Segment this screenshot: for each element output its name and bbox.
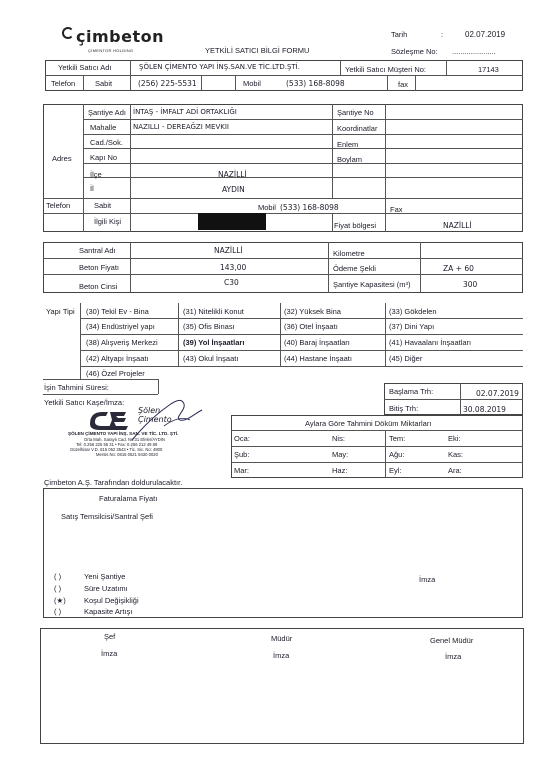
- logo-mark-icon: [62, 27, 74, 39]
- company-logo: [62, 26, 182, 54]
- contact-person-redacted: [198, 213, 266, 230]
- form-title: YETKİLİ SATICI BİLGİ FORMU: [205, 46, 310, 55]
- concrete-price-label: Beton Fiyatı: [79, 263, 120, 272]
- mahalle-value: NAZILLI - DEREAĞZI MEVKII: [133, 123, 229, 131]
- date-label: Tarih: [391, 30, 408, 39]
- month-label: Tem:: [389, 434, 406, 443]
- site-landline-label: Sabit: [94, 201, 112, 210]
- stamp-brand-line1: Şölen: [138, 406, 161, 415]
- start-date-value: 02.07.2019: [476, 389, 519, 398]
- end-date-value: 30.08.2019: [463, 405, 506, 414]
- general-manager-signature: İmza: [445, 652, 462, 661]
- concrete-price-value: 143,00: [220, 263, 247, 272]
- latitude-label: Enlem: [337, 140, 359, 149]
- duration-label: İşin Tahmini Süresi:: [44, 383, 109, 392]
- month-label: Eki:: [448, 434, 461, 443]
- site-name-label: Şantiye Adı: [88, 108, 126, 117]
- month-label: May:: [332, 450, 349, 459]
- site-phone-label: Telefon: [46, 201, 71, 210]
- build-type-item: (36) Otel İnşaatı: [284, 322, 338, 331]
- concrete-type-value: C30: [224, 278, 239, 287]
- month-label: Şub:: [234, 450, 250, 459]
- coordinates-label: Koordinatlar: [337, 124, 378, 133]
- signature-scribble: [124, 396, 214, 444]
- build-type-item: (40) Baraj İnşaatları: [284, 338, 350, 347]
- contract-no-value: .....................: [452, 47, 496, 56]
- chief-label: Şef: [104, 632, 116, 641]
- payment-method-value: ZA + 60: [443, 264, 474, 273]
- month-label: Ağu:: [389, 450, 405, 459]
- address-label: Adres: [52, 154, 72, 163]
- dealer-name-label: Yetkili Satıcı Adı: [58, 63, 112, 72]
- monthly-quantities-title: Aylara Göre Tahmini Döküm Miktarları: [305, 419, 432, 428]
- company-stamp: [64, 400, 214, 464]
- month-label: Mar:: [234, 466, 249, 475]
- start-date-label: Başlama Trh:: [389, 387, 434, 396]
- date-colon: :: [441, 30, 444, 39]
- build-type-item: (35) Ofis Binası: [183, 322, 235, 331]
- internal-signature-label: İmza: [419, 575, 436, 584]
- stamp-address-3: Güzelhisar V.D. 815 052 3543 • Tic. Sic. No: 4800: [70, 447, 163, 452]
- dealer-name-value: ŞÖLEN ÇİMENTO YAPI İNŞ.SAN.VE TİC.LTD.ŞTİ.: [139, 63, 300, 71]
- check-mark[interactable]: ( ): [54, 572, 62, 581]
- province-label: İl: [90, 184, 94, 193]
- site-no-label: Şantiye No: [337, 108, 374, 117]
- kilometre-label: Kilometre: [333, 249, 365, 258]
- dealer-fax-label: fax: [398, 80, 409, 89]
- build-type-item: (34) Endüstriyel yapı: [86, 322, 155, 331]
- logo-text: çimbeton: [76, 27, 164, 46]
- date-value: 02.07.2019: [465, 30, 506, 39]
- logo-subtitle: ÇİMENTOR HOLDING: [88, 48, 134, 53]
- build-type-item: (37) Dini Yapı: [389, 322, 435, 331]
- site-capacity-label: Şantiye Kapasitesi (m³): [333, 280, 411, 289]
- district-label: İlçe: [90, 170, 102, 179]
- build-type-item: (44) Hastane İnşaatı: [284, 354, 352, 363]
- site-fax-label: Fax: [390, 205, 403, 214]
- manager-signature: İmza: [273, 651, 290, 660]
- build-type-item: (38) Alışveriş Merkezi: [86, 338, 158, 347]
- manager-label: Müdür: [271, 634, 293, 643]
- build-type-item: (42) Altyapı İnşaatı: [86, 354, 149, 363]
- longitude-label: Boylam: [337, 155, 363, 164]
- month-label: Kas:: [448, 450, 464, 459]
- check-mark[interactable]: (★): [54, 596, 66, 605]
- dealer-mobile-value: (533) 168-8098: [286, 79, 345, 88]
- province-value: AYDIN: [222, 185, 245, 194]
- payment-method-label: Ödeme Şekli: [333, 264, 376, 273]
- site-mobile-label: Mobil: [258, 203, 276, 212]
- plant-name-value: NAZİLLİ: [214, 246, 243, 255]
- month-label: Oca:: [234, 434, 250, 443]
- internal-note: Çimbeton A.Ş. Tarafından doldurulacaktır.: [44, 478, 183, 487]
- month-label: Nis:: [332, 434, 345, 443]
- build-type-label: Yapı Tipi: [46, 307, 75, 316]
- build-type-item: (31) Nitelikli Konut: [183, 307, 244, 316]
- stamp-address-4: Mersis No: 0815 0521 9430 0020: [96, 452, 158, 457]
- door-no-label: Kapı No: [90, 153, 118, 162]
- end-date-label: Bitiş Trh:: [389, 404, 419, 413]
- check-label: Kapasite Artışı: [84, 607, 133, 616]
- build-type-item: (41) Havaalanı İnşaatları: [389, 338, 472, 347]
- dealer-landline-value: (256) 225-5531: [138, 79, 197, 88]
- invoice-price-label: Faturalama Fiyatı: [99, 494, 158, 503]
- street-label: Cad./Sok.: [90, 138, 123, 147]
- approvals-box: [40, 628, 524, 744]
- site-mobile-value: (533) 168-8098: [280, 203, 339, 212]
- dealer-mobile-label: Mobil: [243, 79, 261, 88]
- month-label: Eyl:: [389, 466, 402, 475]
- mahalle-label: Mahalle: [90, 123, 117, 132]
- month-label: Ara:: [448, 466, 462, 475]
- stamp-address-2: Tel: 0.256 225 55 31 • Fax: 0.256 212 49 89: [76, 442, 158, 447]
- dealer-customer-no-label: Yetkili Satıcı Müşteri No:: [345, 65, 427, 74]
- stamp-signature-label: Yetkili Satıcı Kaşe/İmza:: [44, 398, 125, 407]
- check-mark[interactable]: ( ): [54, 584, 62, 593]
- dealer-customer-no-value: 17143: [478, 65, 499, 74]
- contract-no-label: Sözleşme No:: [391, 47, 438, 56]
- build-type-item: (45) Diğer: [389, 354, 423, 363]
- site-name-value: İNTAŞ - İMFALT ADİ ORTAKLIĞI: [133, 108, 237, 116]
- check-mark[interactable]: ( ): [54, 607, 62, 616]
- build-type-item: (46) Özel Projeler: [86, 369, 145, 378]
- concrete-type-label: Beton Cinsi: [79, 282, 118, 291]
- stamp-company: ŞÖLEN ÇİMENTO YAPI İNŞ. SAN. VE TİC. LTD. ŞTİ.: [68, 431, 179, 436]
- district-value: NAZİLLİ: [218, 170, 247, 179]
- build-type-item: (32) Yüksek Bina: [284, 307, 341, 316]
- stamp-brand-line2: Çimento: [138, 415, 172, 424]
- build-type-item: (33) Gökdelen: [389, 307, 437, 316]
- month-label: Haz:: [332, 466, 348, 475]
- price-region-label: Fiyat bölgesi: [334, 221, 377, 230]
- build-type-item: (30) Tekil Ev - Bina: [86, 307, 149, 316]
- build-type-item: (43) Okul İnşaatı: [183, 354, 239, 363]
- site-capacity-value: 300: [463, 280, 478, 289]
- stamp-address-1: Orta Mah. Saraylı Cad. No:31 Efeler/AYDIN: [84, 437, 165, 442]
- check-label: Koşul Değişikliği: [84, 596, 139, 605]
- chief-signature: İmza: [101, 649, 118, 658]
- contact-person-label: İlgili Kişi: [94, 217, 122, 226]
- price-region-value: NAZİLLİ: [443, 221, 472, 230]
- check-label: Yeni Şantiye: [84, 572, 126, 581]
- build-type-item: (39) Yol İnşaatları: [183, 338, 245, 347]
- dealer-phone-label: Telefon: [51, 79, 76, 88]
- check-label: Süre Uzatımı: [84, 584, 128, 593]
- general-manager-label: Genel Müdür: [430, 636, 474, 645]
- dealer-landline-label: Sabit: [95, 79, 113, 88]
- sales-rep-label: Satış Temsilcisi/Santral Şefi: [61, 512, 153, 521]
- plant-name-label: Santral Adı: [79, 246, 116, 255]
